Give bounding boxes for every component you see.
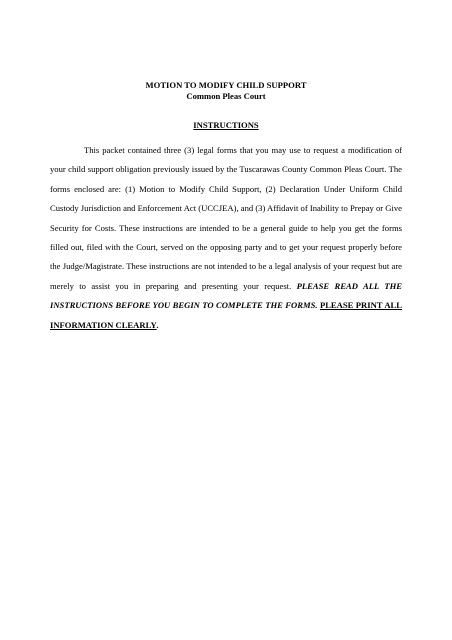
document-title-block (0, 80, 452, 102)
print-clearly-period: . (156, 319, 159, 330)
document-subtitle: Common Pleas Court (186, 91, 266, 101)
print-clearly-notice: PLEASE PRINT ALL INFORMATION CLEARLY (50, 300, 402, 330)
instructions-body: This packet contained three (3) legal forms that you may use to request a modification of your child support obligation previously issued by the Tuscarawas County Common Pleas Court. The forms enclosed are: (1) Motion to Modify Child Support, (2) Declaration Under Uniform Child Custody Jurisdiction and Enforcement Act (UCCJEA), and (3) Affidavit of Inability to Prepay or Give Security for Costs. These instructions are intended to be a general guide to help you get the forms filled out, filed with the Court, served on the opposing party and to get your request properly before the Judge/Magistrate. These instructions are not intended to be a legal analysis of your request but are merely to assist you in preparing and presenting your request. (50, 145, 402, 291)
instructions-paragraph (50, 141, 402, 335)
instructions-heading: INSTRUCTIONS (193, 120, 259, 130)
read-instructions-notice: PLEASE READ ALL THE INSTRUCTIONS BEFORE YOU BEGIN TO COMPLETE THE FORMS. (50, 280, 402, 311)
document-title: MOTION TO MODIFY CHILD SUPPORT (145, 80, 307, 90)
